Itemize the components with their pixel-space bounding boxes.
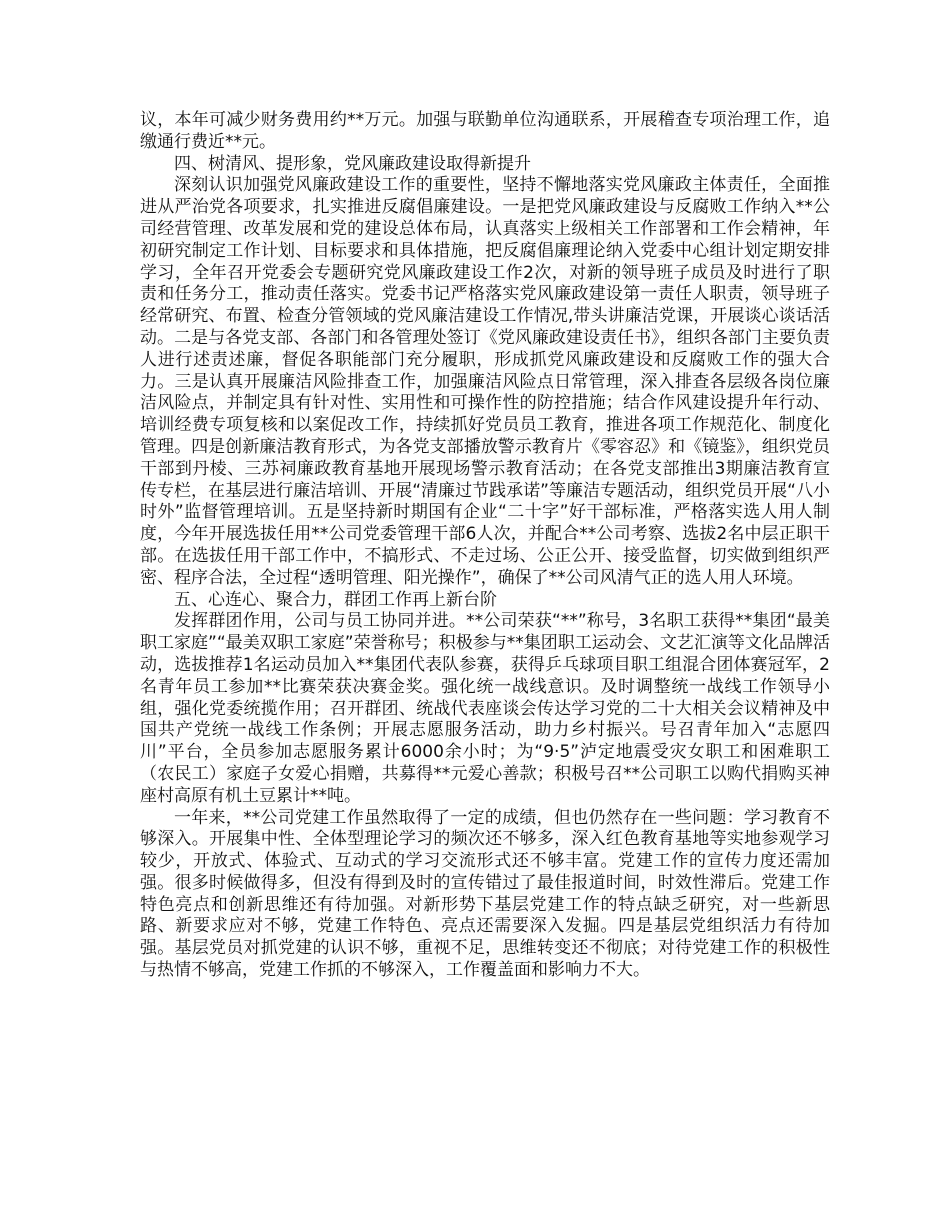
paragraph-continuation: 议，本年可减少财务费用约**万元。加强与联勤单位沟通联系，开展稽查专项治理工作，追缴通行费近**元。: [140, 110, 830, 152]
section-heading-4: 四、树清风、提形象，党风廉政建设取得新提升: [174, 153, 531, 174]
paragraph-group-work: 发挥群团作用，公司与员工协同并进。**公司荣获“**”称号，3名职工获得**集团“最美职工家庭”“最美双职工家庭”荣誉称号；积极参与**集团职工运动会、文艺汇演等文化品牌活动，选拔推荐1名运动员加入**集团代表队参赛，获得乒乓球项目职工组混合团体赛冠军，2名青年员工参加**比赛荣获决赛金奖。强化统一战线意识。及时调整统一战线工作领导小组，强化党委统揽作用；召开群团、统战代表座谈会传达学习党的二十大相关会议精神及中国共产党统一战线工作条例；开展志愿服务活动，助力乡村振兴。号召青年加入“志愿四川”平台，全员参加志愿服务累计6000余小时；为“9·5”泸定地震受灾女职工和困难职工（农民工）家庭子女爱心捐赠，共募得**元爱心善款；积极号召**公司职工以购代捐购买神座村高原有机土豆累计**吨。: [140, 611, 830, 806]
document-page: [140, 110, 830, 982]
paragraph-party-conduct: 深刻认识加强党风廉政建设工作的重要性，坚持不懈地落实党风廉政主体责任，全面推进从严治党各项要求，扎实推进反腐倡廉建设。一是把党风廉政建设与反腐败工作纳入**公司经营管理、改革发展和党的建设总体布局，认真落实上级相关工作部署和工作会精神，年初研究制定工作计划、目标要求和具体措施，把反腐倡廉理论纳入党委中心组计划定期安排学习，全年召开党委会专题研究党风廉政建设工作2次，对新的领导班子成员及时进行了职责和任务分工，推动责任落实。党委书记严格落实党风廉政建设第一责任人职责，领导班子经常研究、布置、检查分管领域的党风廉洁建设工作情况,带头讲廉洁党课，开展谈心谈话活动。二是与各党支部、各部门和各管理处签订《党风廉政建设责任书》，组织各部门主要负责人进行述责述廉，督促各职能部门充分履职，形成抓党风廉政建设和反腐败工作的强大合力。三是认真开展廉洁风险排查工作，加强廉洁风险点日常管理，深入排查各层级各岗位廉洁风险点，并制定具有针对性、实用性和可操作性的防控措施；结合作风建设提升年行动、培训经费专项复核和以案促改工作，持续抓好党员员工教育，推进各项工作规范化、制度化管理。四是创新廉洁教育形式，为各党支部播放警示教育片《零容忍》和《镜鉴》，组织党员干部到丹棱、三苏祠廉政教育基地开展现场警示教育活动；在各党支部推出3期廉洁教育宣传专栏，在基层进行廉洁培训、开展“清廉过节践承诺”等廉洁专题活动，组织党员开展“八小时外”监督管理培训。五是坚持新时期国有企业“二十字”好干部标准，严格落实选人用人制度，今年开展选拔任用**公司党委管理干部6人次，并配合**公司考察、选拔2名中层正职干部。在选拔任用干部工作中，不搞形式、不走过场、公正公开、接受监督，切实做到组织严密、程序合法，全过程“透明管理、阳光操作”，确保了**公司风清气正的选人用人环境。: [140, 175, 830, 588]
section-heading-5: 五、心连心、聚合力，群团工作再上新台阶: [174, 589, 497, 610]
paragraph-problems: 一年来，**公司党建工作虽然取得了一定的成绩，但也仍然存在一些问题：学习教育不够深入。开展集中性、全体型理论学习的频次还不够多，深入红色教育基地等实地参观学习较少，开放式、体验式、互动式的学习交流形式还不够丰富。党建工作的宣传力度还需加强。很多时候做得多，但没有得到及时的宣传错过了最佳报道时间，时效性滞后。党建工作特色亮点和创新思维还有待加强。对新形势下基层党建工作的特点缺乏研究，对一些新思路、新要求应对不够，党建工作特色、亮点还需要深入发掘。四是基层党组织活力有待加强。基层党员对抓党建的认识不够，重视不足，思维转变还不彻底；对待党建工作的积极性与热情不够高，党建工作抓的不够深入，工作覆盖面和影响力不大。: [140, 807, 830, 981]
